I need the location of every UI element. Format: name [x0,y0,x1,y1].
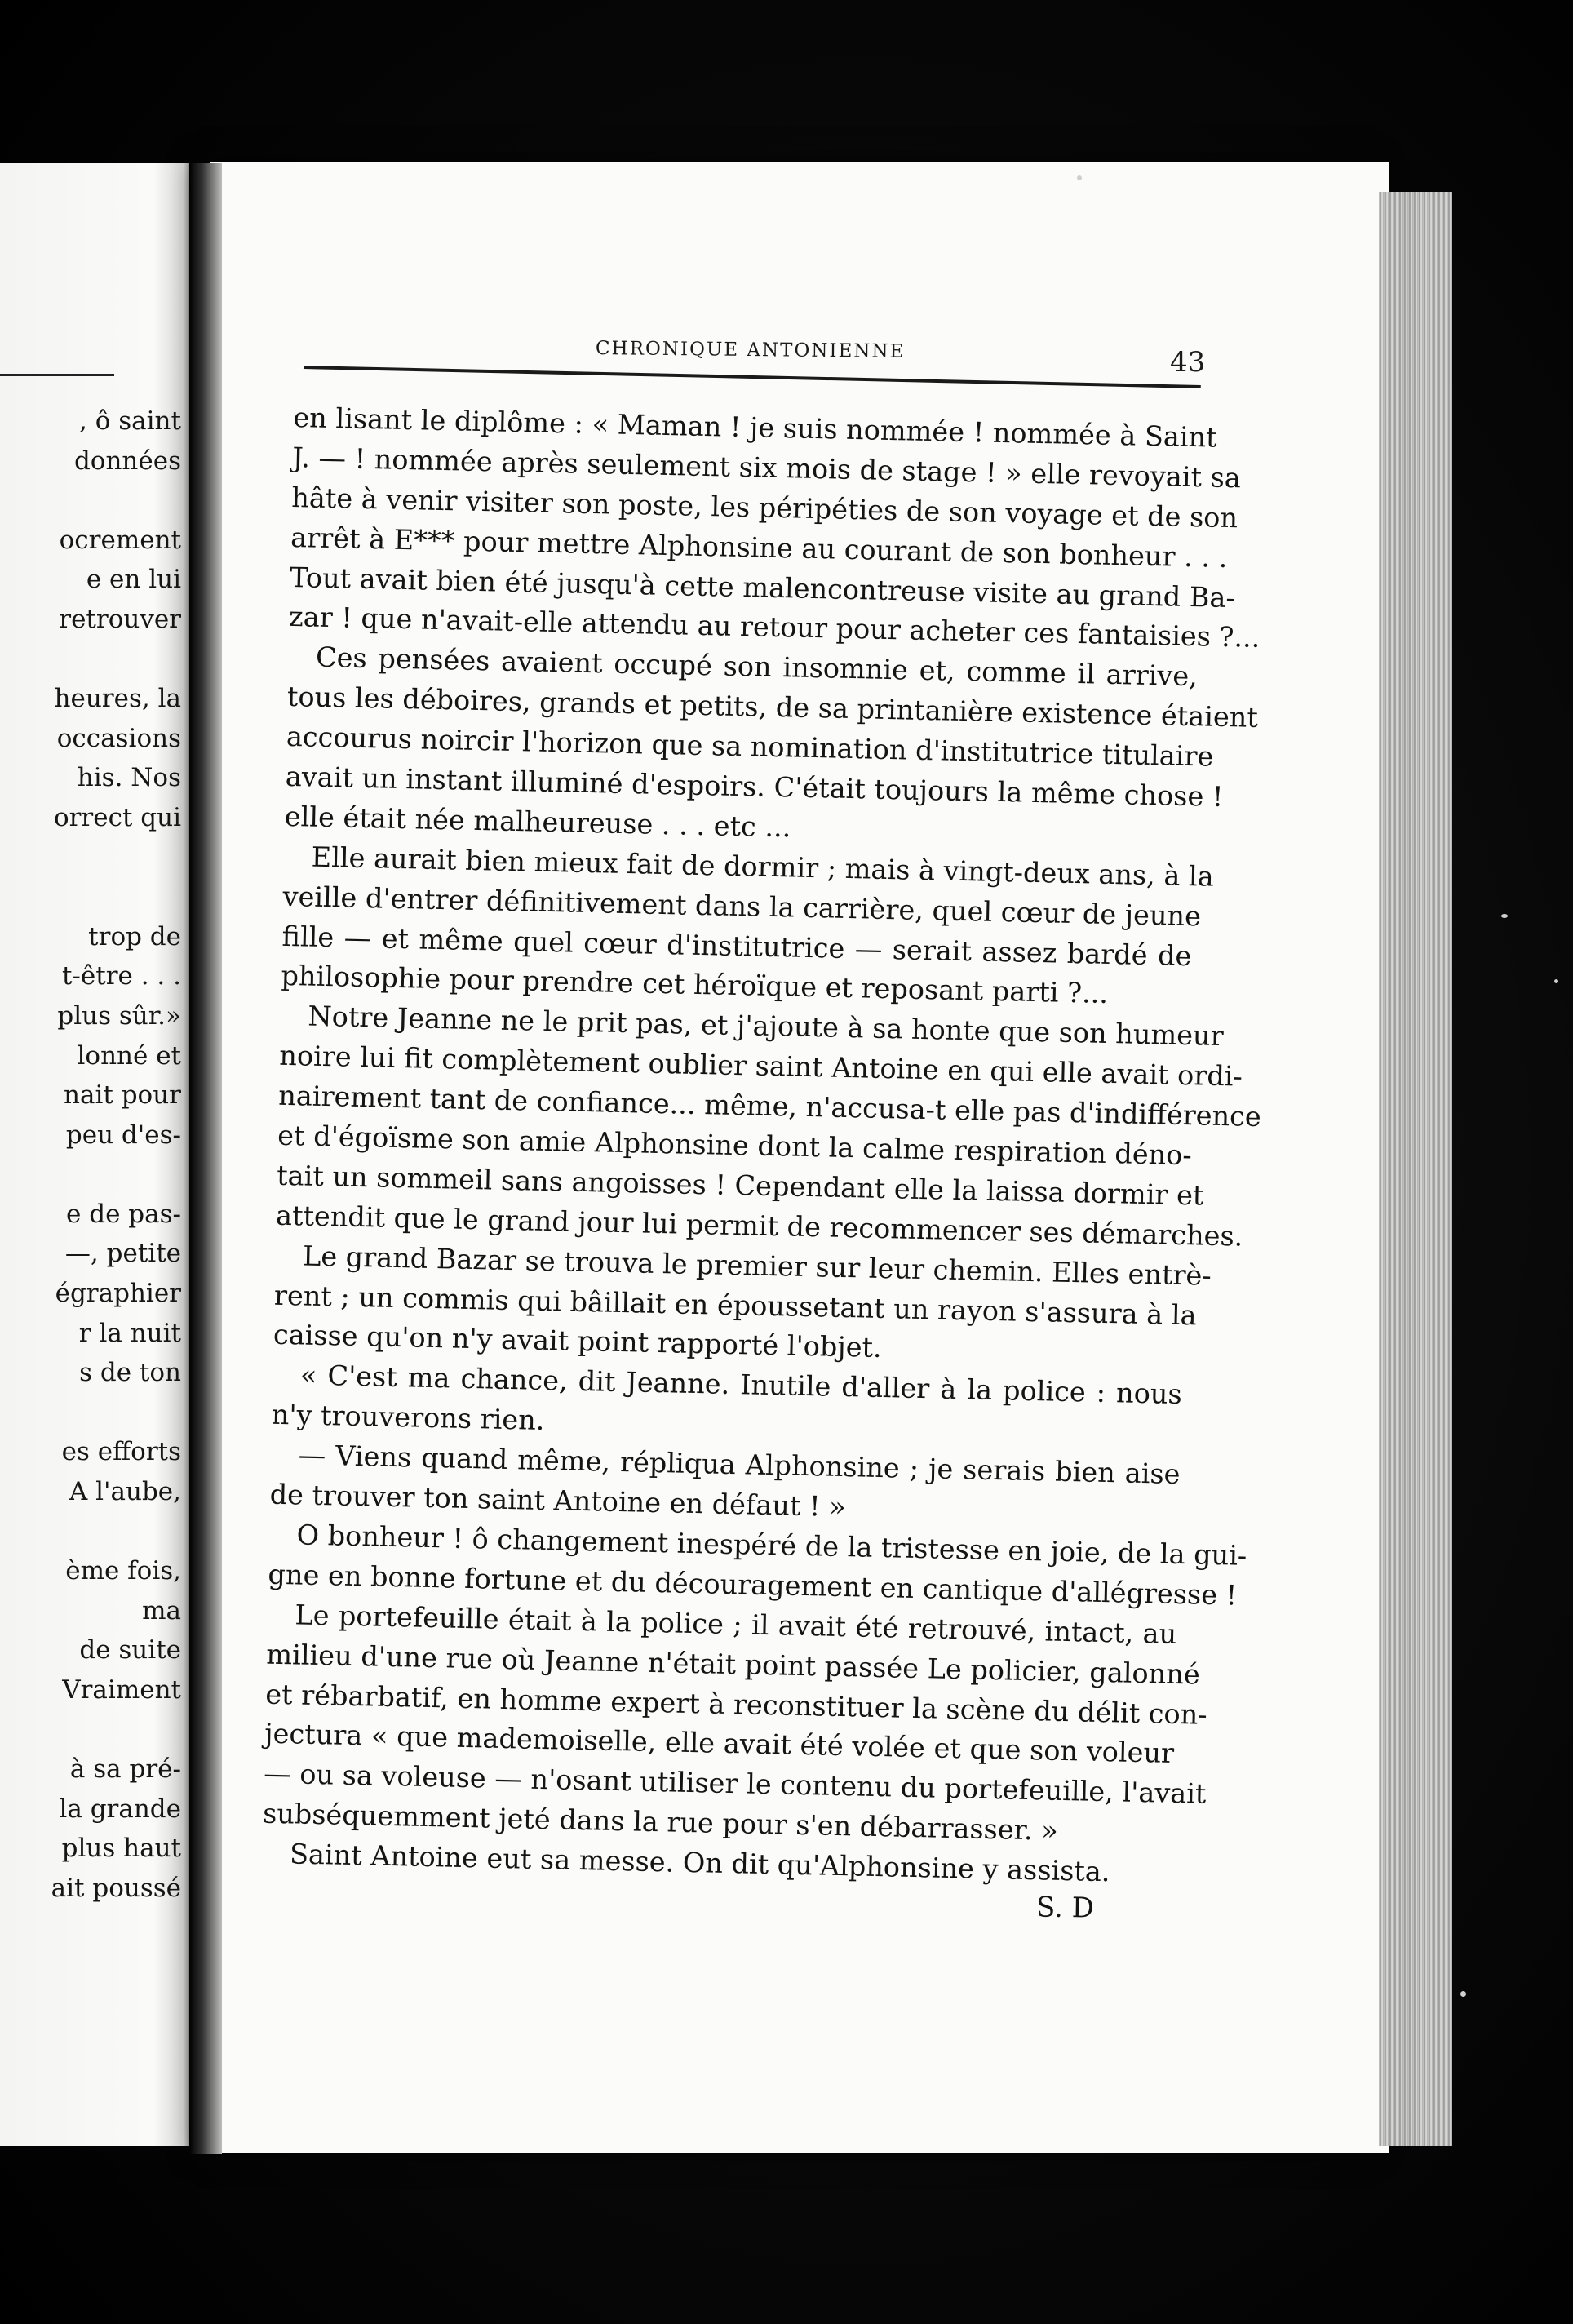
left-page-line: peu d'es- [65,1120,181,1150]
text-line: O bonheur ! ô changement inespéré de la tristesse en joie, de la gui- [296,1519,1247,1572]
left-page-line: occasions [56,723,181,753]
left-page [0,163,192,2146]
page-number: 43 [1170,346,1206,379]
text-line: — Viens quand même, répliqua Alphonsine ; je serais bien aise [298,1439,1181,1491]
dust-speck [1077,175,1082,180]
left-page-line [0,481,181,521]
left-page-line: t-être . . . [61,961,181,991]
running-head: CHRONIQUE ANTONIENNE [595,338,906,362]
left-page-line: his. Nos [77,763,181,793]
text-line: subséquemment jeté dans la rue pour s'en débarrasser. » [262,1797,1059,1847]
left-page-line: e en lui [86,565,181,595]
left-page-line: données [73,446,181,476]
text-line: arrêt à E*** pour mettre Alphonsine au courant de son bonheur . . . [290,521,1228,574]
text-line: Saint Antoine eut sa messe. On dit qu'Alphonsine y assista. [289,1838,1110,1888]
text-line: avait un instant illuminé d'espoirs. C'était toujours la même chose ! [285,760,1224,813]
text-line: J. — ! nommée après seulement six mois de stage ! » elle revoyait sa [291,441,1242,495]
left-page-line: ème fois, [65,1556,181,1586]
text-line: tous les déboires, grands et petits, de sa printanière existence étaient [286,681,1259,734]
text-line: et rébarbatif, en homme expert à reconstituer la scène du délit con- [264,1678,1208,1731]
text-line: — ou sa voleuse — n'osant utiliser le contenu du portefeuille, l'avait [263,1757,1207,1811]
text-line: Notre Jeanne ne le prit pas, et j'ajoute à sa honte que son humeur [308,1000,1225,1053]
left-page-line: , ô saint [79,406,181,436]
left-page-line [0,640,181,680]
text-line: de trouver ton saint Antoine en défaut ! » [269,1478,847,1523]
text-line: zar ! que n'avait-elle attendu au retour pour acheter ces fantaisies ?... [288,601,1261,654]
dust-speck [1554,979,1558,983]
left-page-line: s de ton [79,1358,181,1388]
dust-speck [1460,1991,1466,1997]
text-line: fille — et même quel cœur d'institutrice — serait assez bardé de [281,920,1192,972]
text-line: noire lui fit complètement oublier saint Antoine en qui elle avait ordi- [278,1040,1243,1093]
text-line: Ces pensées avaient occupé son insomnie et, comme il arrive, [315,641,1199,693]
text-line: tait un sommeil sans angoisses ! Cependant elle la laissa dormir et [276,1159,1204,1212]
left-page-line: es efforts [61,1437,181,1467]
text-line: jectura « que mademoiselle, elle avait été volée et que son voleur [264,1718,1175,1770]
left-page-line [0,1512,181,1552]
left-page-line: r la nuit [78,1318,181,1348]
signature: S. D [1035,1891,1095,1925]
left-page-line: ait poussé [51,1873,181,1903]
body-text [262,398,1262,1894]
text-line: Le grand Bazar se trouva le premier sur leur chemin. Elles entrè- [302,1240,1212,1292]
text-line: Elle aurait bien mieux fait de dormir ; mais à vingt-deux ans, à la [311,840,1215,893]
left-page-line: la grande [59,1794,181,1824]
text-line: attendit que le grand jour lui permit de recommencer ses démarches. [275,1199,1243,1253]
text-line: philosophie pour prendre cet héroïque et reposant parti ?... [281,960,1109,1010]
text-line: gne en bonne fortune et du découragement en cantique d'allégresse ! [268,1558,1238,1612]
page-edges [1379,192,1452,2146]
left-page-line: retrouver [59,604,181,634]
text-line: caisse qu'on n'y avait point rapporté l'objet. [273,1319,883,1364]
left-page-line: trop de [88,921,181,951]
left-page-line: ma [142,1595,181,1625]
text-line: en lisant le diplôme : « Maman ! je suis nommée ! nommée à Saint [293,401,1218,454]
left-page-rule [0,374,114,376]
left-page-line [0,1710,181,1750]
left-page-line: heures, la [54,684,181,714]
left-page-line [0,1155,181,1195]
text-line: Tout avait bien été jusqu'à cette malencontreuse visite au grand Ba- [289,561,1236,614]
text-line: Le portefeuille était à la police ; il avait été retrouvé, intact, au [295,1599,1177,1650]
left-page-line [0,838,181,878]
text-line: et d'égoïsme son amie Alphonsine dont la calme respiration déno- [277,1119,1193,1172]
left-page-line: plus sûr.» [57,1000,181,1031]
left-page-line: lonné et [77,1040,181,1071]
left-page-line: à sa pré- [69,1754,181,1785]
left-page-line: ocrement [59,525,181,555]
text-line: elle était née malheureuse . . . etc ... [284,800,791,844]
text-line: n'y trouverons rien. [271,1398,545,1437]
text-line: milieu d'une rue où Jeanne n'était point passée Le policier, galonné [265,1638,1201,1691]
text-line: veille d'entrer définitivement dans la carrière, quel cœur de jeune [282,880,1202,933]
dust-speck [1501,914,1508,918]
text-line: accourus noircir l'horizon que sa nomination d'institutrice titulaire [286,721,1214,773]
left-page-line: A l'aube, [69,1477,181,1507]
left-page-line: e de pas- [66,1199,181,1229]
left-page-line: plus haut [61,1834,181,1864]
text-line: rent ; un commis qui bâillait en époussetant un rayon s'assura à la [273,1279,1197,1331]
left-page-line: —, petite [64,1239,181,1269]
left-page-line: égraphier [55,1279,181,1309]
left-page-line [0,877,181,917]
left-page-line: Vraiment [62,1675,181,1705]
left-page-line [0,1393,181,1433]
text-line: hâte à venir visiter son poste, les péripéties de son voyage et de son [290,481,1238,534]
left-page-text [0,401,181,1909]
gutter-shadow [189,163,222,2154]
left-page-line: orrect qui [53,802,181,832]
left-page-line: de suite [79,1635,181,1665]
text-line: nairement tant de confiance... même, n'accusa-t elle pas d'indifférence [277,1079,1262,1133]
left-page-line: nait pour [64,1080,181,1111]
text-line: « C'est ma chance, dit Jeanne. Inutile d'aller à la police : nous [299,1359,1183,1411]
